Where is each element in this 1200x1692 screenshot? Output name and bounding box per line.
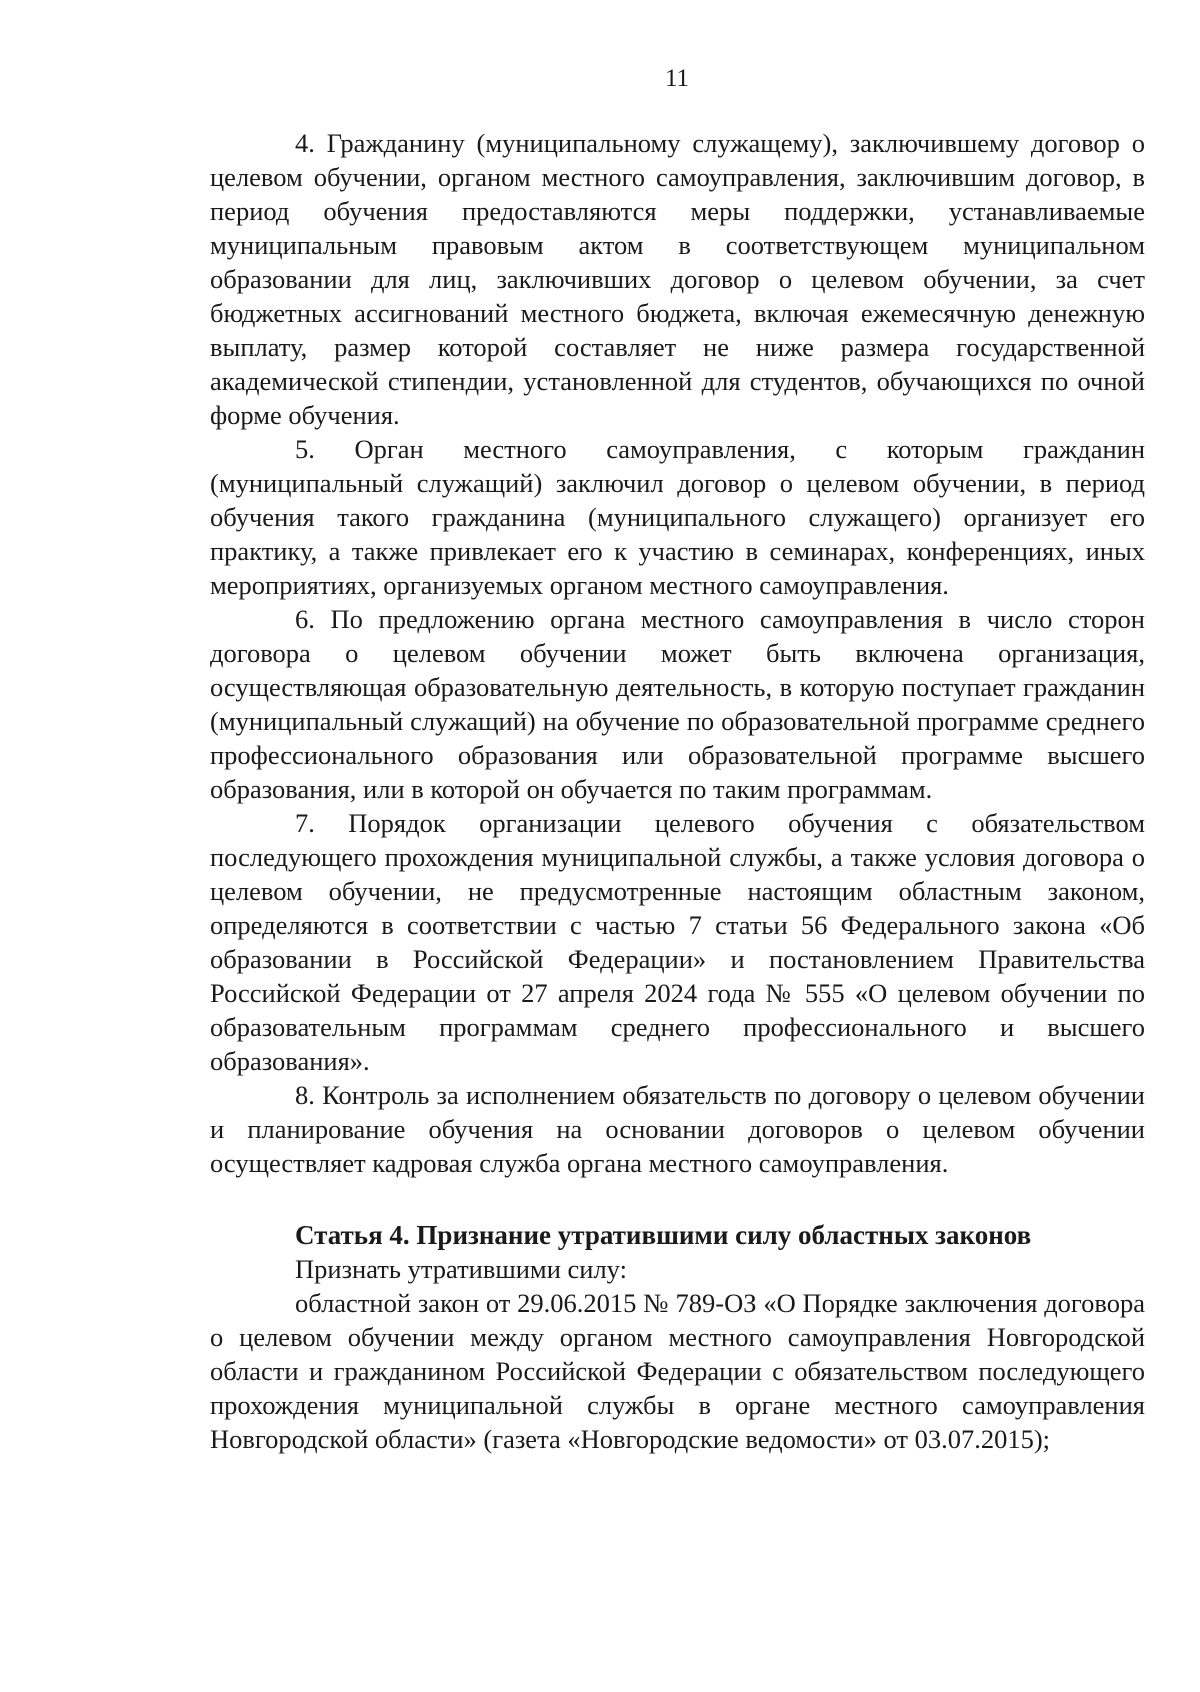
article-4-intro: Признать утратившими силу: [295, 1254, 627, 1284]
paragraph-4: 4. Гражданину (муниципальному служащему), заключившему договор о целевом обучении, органом местного самоуправления, заключившим договор, в период обучения предоставляются меры поддержки, устанавливаемые муниципальным правовым актом в соответствующем муниципальном образовании для лиц, заключивших договор о целевом обучении, за счет бюджетных ассигнований местного бюджета, включая ежемесячную денежную выплату, размер которой составляет не ниже размера государственной академической стипендии, установленной для студентов, обучающихся по очной форме обучения. [210, 128, 1145, 430]
paragraph-8: 8. Контроль за исполнением обязательств по договору о целевом обучении и планирование обучения на основании договоров о целевом обучении осуществляет кадровая служба органа местного самоуправления. [210, 1080, 1145, 1178]
page-number: 11 [664, 65, 690, 92]
paragraph-7: 7. Порядок организации целевого обучения с обязательством последующего прохождения муниципальной службы, а также условия договора о целевом обучении, не предусмотренные настоящим областным законом, определяются в соответствии с частью 7 статьи 56 Федерального закона «Об образовании в Российской Федерации» и постановлением Правительства Российской Федерации от 27 апреля 2024 года № 555 «О целевом обучении по образовательным программам среднего профессионального и высшего образования». [210, 808, 1145, 1076]
document-body [210, 126, 1145, 1456]
paragraph-6: 6. По предложению органа местного самоуправления в число сторон договора о целевом обучении может быть включена организация, осуществляющая образовательную деятельность, в которую поступает гражданин (муниципальный служащий) на обучение по образовательной программе среднего профессионального образования или образовательной программе высшего образования, или в которой он обучается по таким программам. [210, 604, 1145, 804]
article-4-heading: Статья 4. Признание утратившими силу областных законов [295, 1220, 1032, 1250]
article-4-item-1: областной закон от 29.06.2015 № 789-ОЗ «О Порядке заключения договора о целевом обучении между органом местного самоуправления Новгородской области и гражданином Российской Федерации с обязательством последующего прохождения муниципальной службы в органе местного самоуправления Новгородской области» (газета «Новгородские ведомости» от 03.07.2015); [210, 1288, 1145, 1454]
paragraph-5: 5. Орган местного самоуправления, с которым гражданин (муниципальный служащий) заключил договор о целевом обучении, в период обучения такого гражданина (муниципального служащего) организует его практику, а также привлекает его к участию в семинарах, конференциях, иных мероприятиях, организуемых органом местного самоуправления. [210, 434, 1145, 600]
